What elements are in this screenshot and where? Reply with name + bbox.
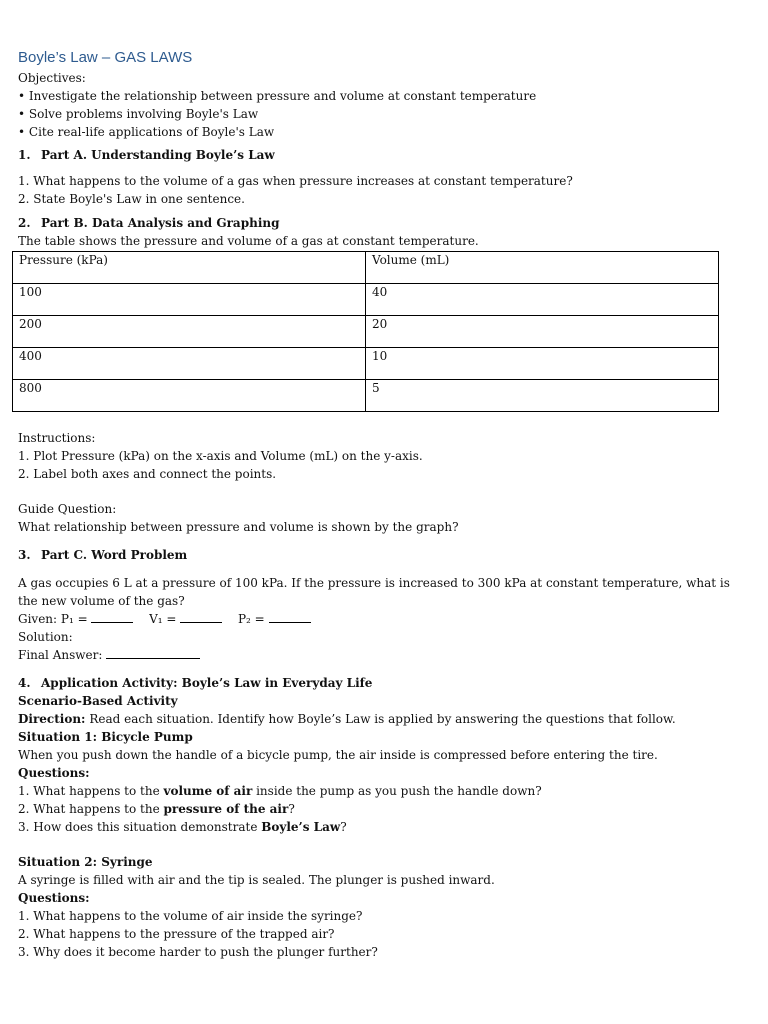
question-text: ? (288, 802, 295, 816)
section-title: Part B. Data Analysis and Graphing (41, 216, 280, 230)
question (18, 818, 748, 836)
part-c-heading (18, 546, 748, 564)
final-answer-label: Final Answer: (18, 648, 103, 662)
section-title: Application Activity: Boyle’s Law in Everyday Life (41, 676, 373, 690)
situation-1-text: When you push down the handle of a bicycle pump, the air inside is compressed before entering the tire. (18, 748, 658, 762)
guide-question-label: Guide Question: (18, 502, 117, 516)
section-number: 3. (18, 548, 31, 562)
word-problem: A gas occupies 6 L at a pressure of 100 kPa. If the pressure is increased to 300 kPa at constant temperature, what is the new volume of the gas? (18, 576, 730, 608)
part-a-heading (18, 146, 748, 164)
direction-text: Read each situation. Identify how Boyle’s Law is applied by answering the questions that follow. (85, 712, 676, 726)
page-title: Boyle’s Law – GAS LAWS (18, 49, 193, 66)
direction-label: Direction: (18, 712, 86, 726)
table-row (13, 348, 719, 380)
final-answer-blank[interactable] (106, 646, 200, 659)
pressure-volume-table (12, 251, 719, 412)
worksheet (18, 48, 748, 961)
objective-item: • Cite real-life applications of Boyle's Law (18, 125, 275, 139)
table-cell: 200 (13, 316, 366, 348)
section-title: Part A. Understanding Boyle’s Law (41, 148, 275, 162)
table-cell: 40 (366, 284, 719, 316)
given-p2-label: P₂ = (237, 612, 265, 626)
question-emphasis: Boyle’s Law (261, 820, 341, 834)
given-p1-label: Given: P₁ = (18, 612, 88, 626)
solution-label: Solution: (18, 630, 73, 644)
section-number: 2. (18, 216, 31, 230)
question-emphasis: pressure of the air (163, 802, 289, 816)
table-row (13, 284, 719, 316)
question (18, 800, 748, 818)
column-header: Volume (mL) (366, 252, 719, 284)
section-number: 4. (18, 676, 31, 690)
table-cell: 5 (366, 380, 719, 412)
question-text: ? (340, 820, 347, 834)
instruction-item: 2. Label both axes and connect the points. (18, 467, 277, 481)
p2-blank[interactable] (269, 610, 311, 623)
given-v1-label: V₁ = (149, 612, 177, 626)
instruction-item: 1. Plot Pressure (kPa) on the x-axis and Volume (mL) on the y-axis. (18, 449, 423, 463)
given-line (18, 610, 748, 628)
table-header-row (13, 252, 719, 284)
question: 3. Why does it become harder to push the plunger further? (18, 945, 378, 959)
objectives (18, 69, 748, 141)
question: 2. State Boyle's Law in one sentence. (18, 192, 245, 206)
question-text: inside the pump as you push the handle down? (252, 784, 542, 798)
question-text: 2. What happens to the (18, 802, 164, 816)
questions-label: Questions: (18, 891, 90, 905)
instructions-label: Instructions: (18, 431, 96, 445)
column-header: Pressure (kPa) (13, 252, 366, 284)
objective-item: • Investigate the relationship between pressure and volume at constant temperature (18, 89, 537, 103)
table-intro: The table shows the pressure and volume of a gas at constant temperature. (18, 234, 479, 248)
question-text: 1. What happens to the (18, 784, 164, 798)
direction (18, 710, 748, 728)
p1-blank[interactable] (91, 610, 133, 623)
table-row (13, 380, 719, 412)
question-emphasis: volume of air (163, 784, 253, 798)
final-answer-line (18, 646, 748, 664)
section-number: 1. (18, 148, 31, 162)
table-cell: 100 (13, 284, 366, 316)
objectives-label: Objectives: (18, 71, 86, 85)
part-b-heading (18, 214, 748, 232)
objective-item: • Solve problems involving Boyle's Law (18, 107, 259, 121)
table-cell: 10 (366, 348, 719, 380)
table-cell: 400 (13, 348, 366, 380)
table-cell: 20 (366, 316, 719, 348)
application-heading (18, 674, 748, 692)
question: 1. What happens to the volume of air inside the syringe? (18, 909, 363, 923)
situation-1-title: Situation 1: Bicycle Pump (18, 730, 193, 744)
activity-subheading: Scenario-Based Activity (18, 694, 178, 708)
question: 2. What happens to the pressure of the trapped air? (18, 927, 335, 941)
guide-question: What relationship between pressure and volume is shown by the graph? (18, 520, 459, 534)
situation-2-text: A syringe is filled with air and the tip is sealed. The plunger is pushed inward. (18, 873, 495, 887)
question (18, 782, 748, 800)
table-cell: 800 (13, 380, 366, 412)
table-row (13, 316, 719, 348)
question-text: 3. How does this situation demonstrate (18, 820, 262, 834)
situation-2-title: Situation 2: Syringe (18, 855, 153, 869)
section-title: Part C. Word Problem (41, 548, 188, 562)
questions-label: Questions: (18, 766, 90, 780)
question: 1. What happens to the volume of a gas when pressure increases at constant temperature? (18, 174, 573, 188)
v1-blank[interactable] (180, 610, 222, 623)
